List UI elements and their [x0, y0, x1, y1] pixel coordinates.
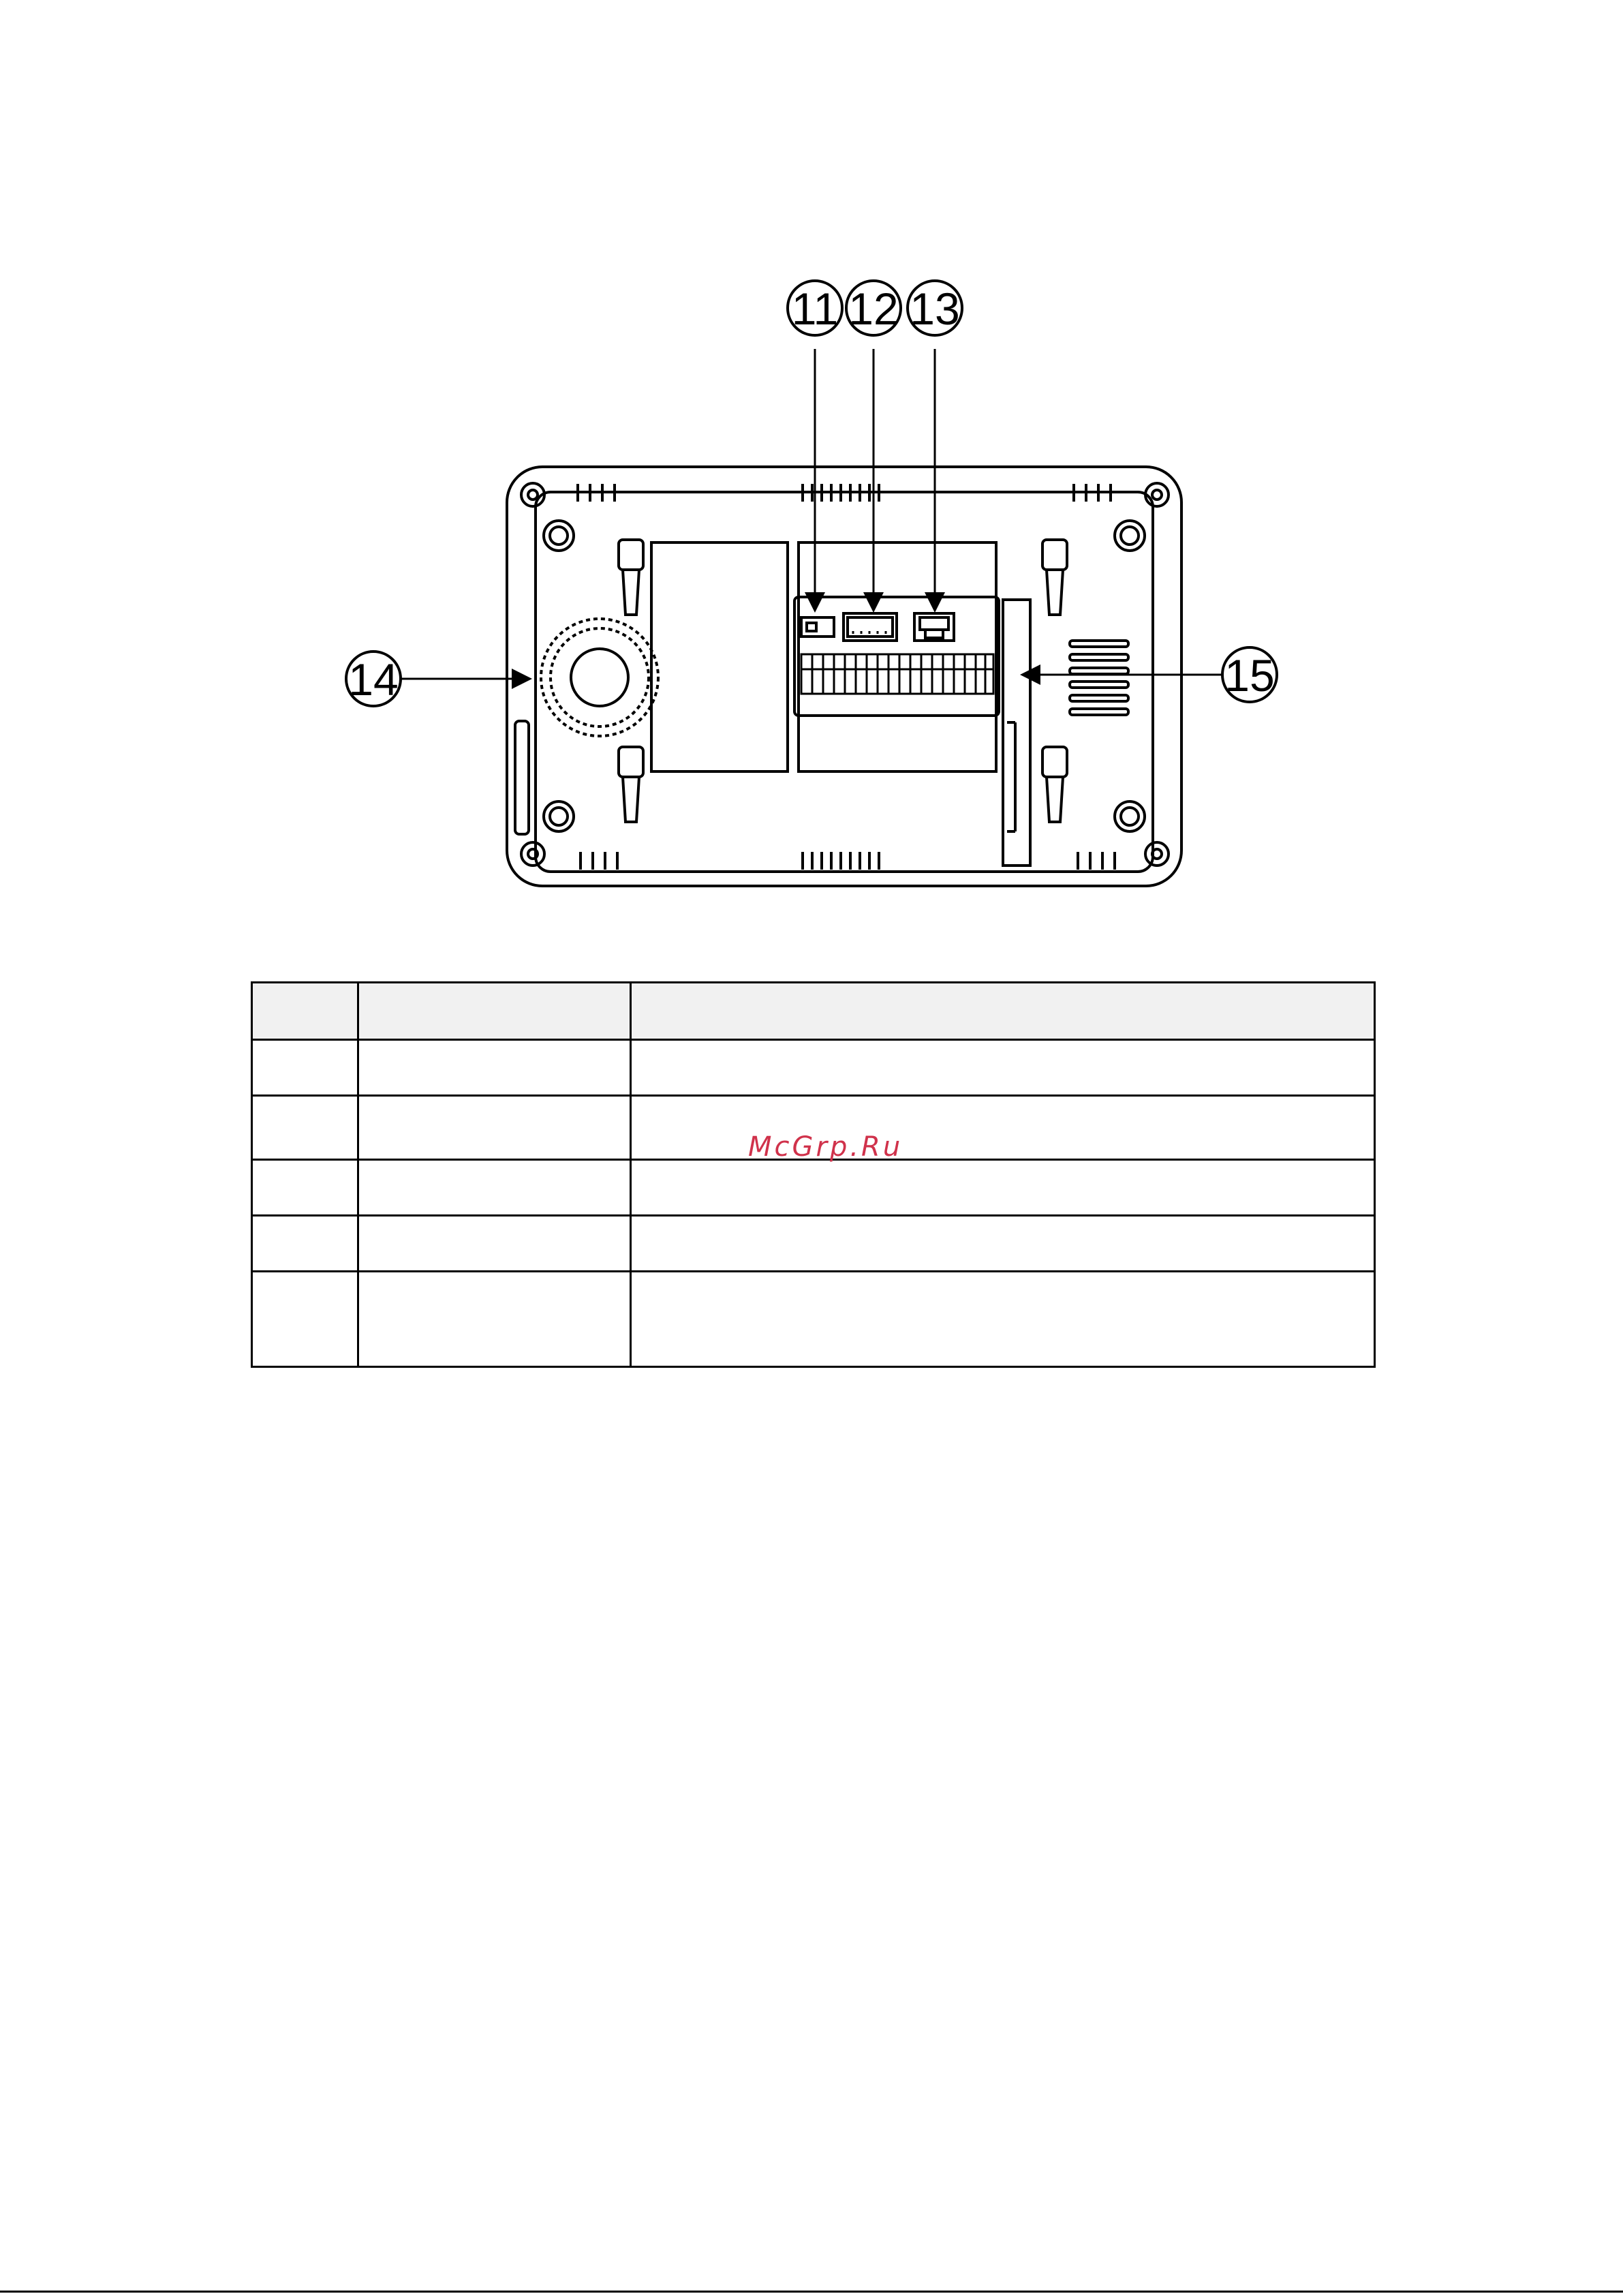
speaker-outer	[541, 619, 658, 736]
table-row	[252, 1272, 1375, 1367]
hook-bottom-left	[619, 747, 643, 822]
table-row	[252, 1040, 1375, 1096]
callout-13: 13	[910, 284, 960, 334]
panel-left	[651, 542, 788, 771]
callout-12: 12	[848, 284, 899, 334]
table-cell	[358, 1272, 631, 1367]
table-cell	[252, 1096, 358, 1160]
table-cell	[252, 1160, 358, 1216]
hook-top-right	[1042, 540, 1067, 615]
table-cell	[631, 1160, 1375, 1216]
footer-rule	[0, 2291, 1623, 2293]
speaker-cone	[571, 649, 628, 706]
mount-hole-bottom-left	[544, 801, 574, 831]
watermark: McGrp.Ru	[748, 1131, 903, 1163]
mount-hole-top-right	[1115, 521, 1145, 551]
vent-bottom-center	[803, 852, 879, 870]
callout-15: 15	[1224, 650, 1275, 701]
callout-11: 11	[791, 284, 839, 334]
hook-bottom-right	[1042, 747, 1067, 822]
speaker-grille	[1070, 641, 1128, 715]
screw-hole-top-right	[1145, 483, 1169, 506]
table-cell	[252, 983, 358, 1040]
table-cell	[358, 1096, 631, 1160]
table-row	[252, 1216, 1375, 1272]
callout-14: 14	[348, 654, 399, 705]
table-cell	[631, 1040, 1375, 1096]
table-cell	[358, 1160, 631, 1216]
table-header-row	[252, 983, 1375, 1040]
table-cell	[252, 1040, 358, 1096]
table-cell	[631, 1216, 1375, 1272]
vent-bottom-right	[1078, 852, 1115, 870]
table-cell	[358, 1040, 631, 1096]
parts-table	[251, 981, 1376, 1368]
table-cell	[358, 1216, 631, 1272]
mount-hole-bottom-right	[1115, 801, 1145, 831]
table-cell	[631, 983, 1375, 1040]
terminal-strip	[801, 654, 993, 694]
vent-bottom-left	[581, 852, 617, 870]
screw-hole-bottom-right	[1145, 842, 1169, 866]
table-cell	[252, 1272, 358, 1367]
screw-hole-bottom-left	[521, 842, 544, 866]
table-cell	[631, 1272, 1375, 1367]
hook-top-left	[619, 540, 643, 615]
table-cell	[252, 1216, 358, 1272]
table-row	[252, 1160, 1375, 1216]
table-cell	[631, 1096, 1375, 1160]
side-slot	[515, 721, 529, 834]
mount-hole-top-left	[544, 521, 574, 551]
table-cell	[358, 983, 631, 1040]
panel-center	[799, 542, 996, 771]
